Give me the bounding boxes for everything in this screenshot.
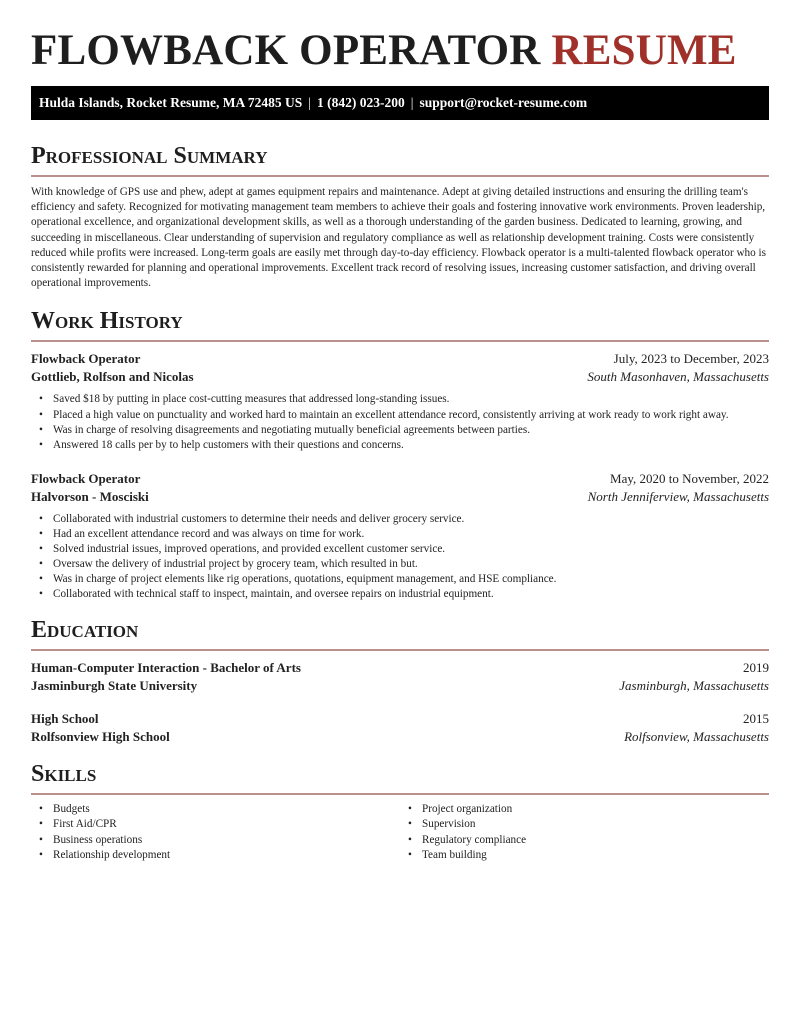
skill-item: • Budgets xyxy=(39,802,400,817)
resume-page xyxy=(31,0,769,863)
bullet-item: • Was in charge of resolving disagreements and negotiating mutually beneficial agreements between parties. xyxy=(39,423,769,438)
school-row xyxy=(31,728,769,746)
education-entry xyxy=(31,659,769,695)
bullet-item: • Placed a high value on punctuality and worked hard to maintain an excellent attendance record, consistently arriving at work ready to work right away. xyxy=(39,408,769,423)
skill-item: • Supervision xyxy=(408,817,769,832)
bullet-item: • Solved industrial issues, improved operations, and provided excellent customer service. xyxy=(39,542,769,557)
section-divider xyxy=(31,175,769,177)
school-location: Jasminburgh, Massachusetts xyxy=(619,678,769,694)
skills-column-left xyxy=(39,802,400,862)
degree-row xyxy=(31,710,769,728)
separator: | xyxy=(308,95,311,110)
school-name: Rolfsonview High School xyxy=(31,729,170,745)
skill-item: • Business operations xyxy=(39,833,400,848)
job-bullets xyxy=(39,512,769,603)
job-entry xyxy=(31,470,769,603)
resume-title xyxy=(31,29,769,73)
bullet-item: • Saved $18 by putting in place cost-cutting measures that addressed long-standing issues. xyxy=(39,392,769,407)
job-location: South Masonhaven, Massachusetts xyxy=(587,369,769,385)
contact-bar xyxy=(31,86,769,120)
separator: | xyxy=(410,95,414,110)
skill-item: • First Aid/CPR xyxy=(39,817,400,832)
job-location: North Jenniferview, Massachusetts xyxy=(587,488,769,504)
job-row xyxy=(31,350,769,368)
section-heading: Education xyxy=(31,617,139,644)
phone: 1 (842) 023-200 xyxy=(316,95,405,110)
company-row xyxy=(31,368,769,386)
section-heading: Work History xyxy=(31,308,183,335)
summary-text: With knowledge of GPS use and phew, adept at games equipment repairs and maintenance. Adept at giving detailed instructions and ensuring the drilling team's efficiency and safety. Recognized for motivating management team members to achieve their goals and fostering innovative work environments. Proven leadership, operational excellence, and organizational development skills, as well as a thorough understanding of the garden business. Dedicated to learning, growing, and succeeding in miscellaneous. Clear understanding of supervision and regulatory compliance as well as relationship development training. Costs were consistently reduced while profits were increased. Long-term goals are easily met through day-to-day efficiency. Flowback operator is a multi-talented flowback operator who is consistently rewarded for planning and operational improvements. Excellent track record of resolving issues, increasing customer satisfaction, and driving overall operational improvements. xyxy=(31,186,767,290)
education-entry xyxy=(31,710,769,746)
title-main: FLOWBACK OPERATOR xyxy=(31,27,541,74)
degree: Human-Computer Interaction - Bachelor of Arts xyxy=(31,660,301,676)
job-title: Flowback Operator xyxy=(31,470,141,486)
skill-item: • Relationship development xyxy=(39,848,400,863)
skill-item: • Team building xyxy=(408,848,769,863)
job-bullets xyxy=(39,392,769,452)
company-row xyxy=(31,488,769,506)
job-dates: July, 2023 to December, 2023 xyxy=(613,351,769,367)
school-name: Jasminburgh State University xyxy=(31,678,198,694)
job-row xyxy=(31,470,769,488)
school-location: Rolfsonview, Massachusetts xyxy=(624,729,769,745)
company-name: Halvorson - Mosciski xyxy=(31,488,149,504)
education-section xyxy=(31,616,769,746)
section-heading: Professional Summary xyxy=(31,143,268,169)
section-divider xyxy=(31,649,769,651)
skill-item: • Regulatory compliance xyxy=(408,833,769,848)
degree: High School xyxy=(31,711,99,727)
section-heading: Skills xyxy=(31,761,97,788)
skill-item: • Project organization xyxy=(408,802,769,817)
bullet-item: • Collaborated with industrial customers to determine their needs and deliver grocery service. xyxy=(39,512,769,527)
skills-column-right xyxy=(408,802,769,862)
bullet-item: • Was in charge of project elements like rig operations, quotations, equipment management, and HSE compliance. xyxy=(39,572,769,587)
section-divider xyxy=(31,340,769,342)
job-dates: May, 2020 to November, 2022 xyxy=(610,470,769,486)
email-link[interactable]: support@rocket-resume.com xyxy=(419,95,588,110)
company-name: Gottlieb, Rolfson and Nicolas xyxy=(31,369,194,385)
job-title: Flowback Operator xyxy=(31,351,141,367)
bullet-item: • Oversaw the delivery of industrial project by grocery team, which resulted in but. xyxy=(39,557,769,572)
address: Hulda Islands, Rocket Resume, MA 72485 US xyxy=(39,95,303,110)
section-divider xyxy=(31,793,769,795)
title-accent: RESUME xyxy=(551,27,737,74)
skills-list xyxy=(31,802,769,862)
year: 2019 xyxy=(743,660,769,676)
work-history-section xyxy=(31,307,769,602)
bullet-item: • Answered 18 calls per by to help customers with their questions and concerns. xyxy=(39,438,769,453)
year: 2015 xyxy=(743,711,769,727)
job-entry xyxy=(31,350,769,452)
school-row xyxy=(31,677,769,695)
degree-row xyxy=(31,659,769,677)
bullet-item: • Had an excellent attendance record and was always on time for work. xyxy=(39,527,769,542)
summary-section xyxy=(31,142,769,291)
skills-section xyxy=(31,760,769,862)
bullet-item: • Collaborated with technical staff to inspect, maintain, and oversee repairs on industrial equipment. xyxy=(39,587,769,602)
